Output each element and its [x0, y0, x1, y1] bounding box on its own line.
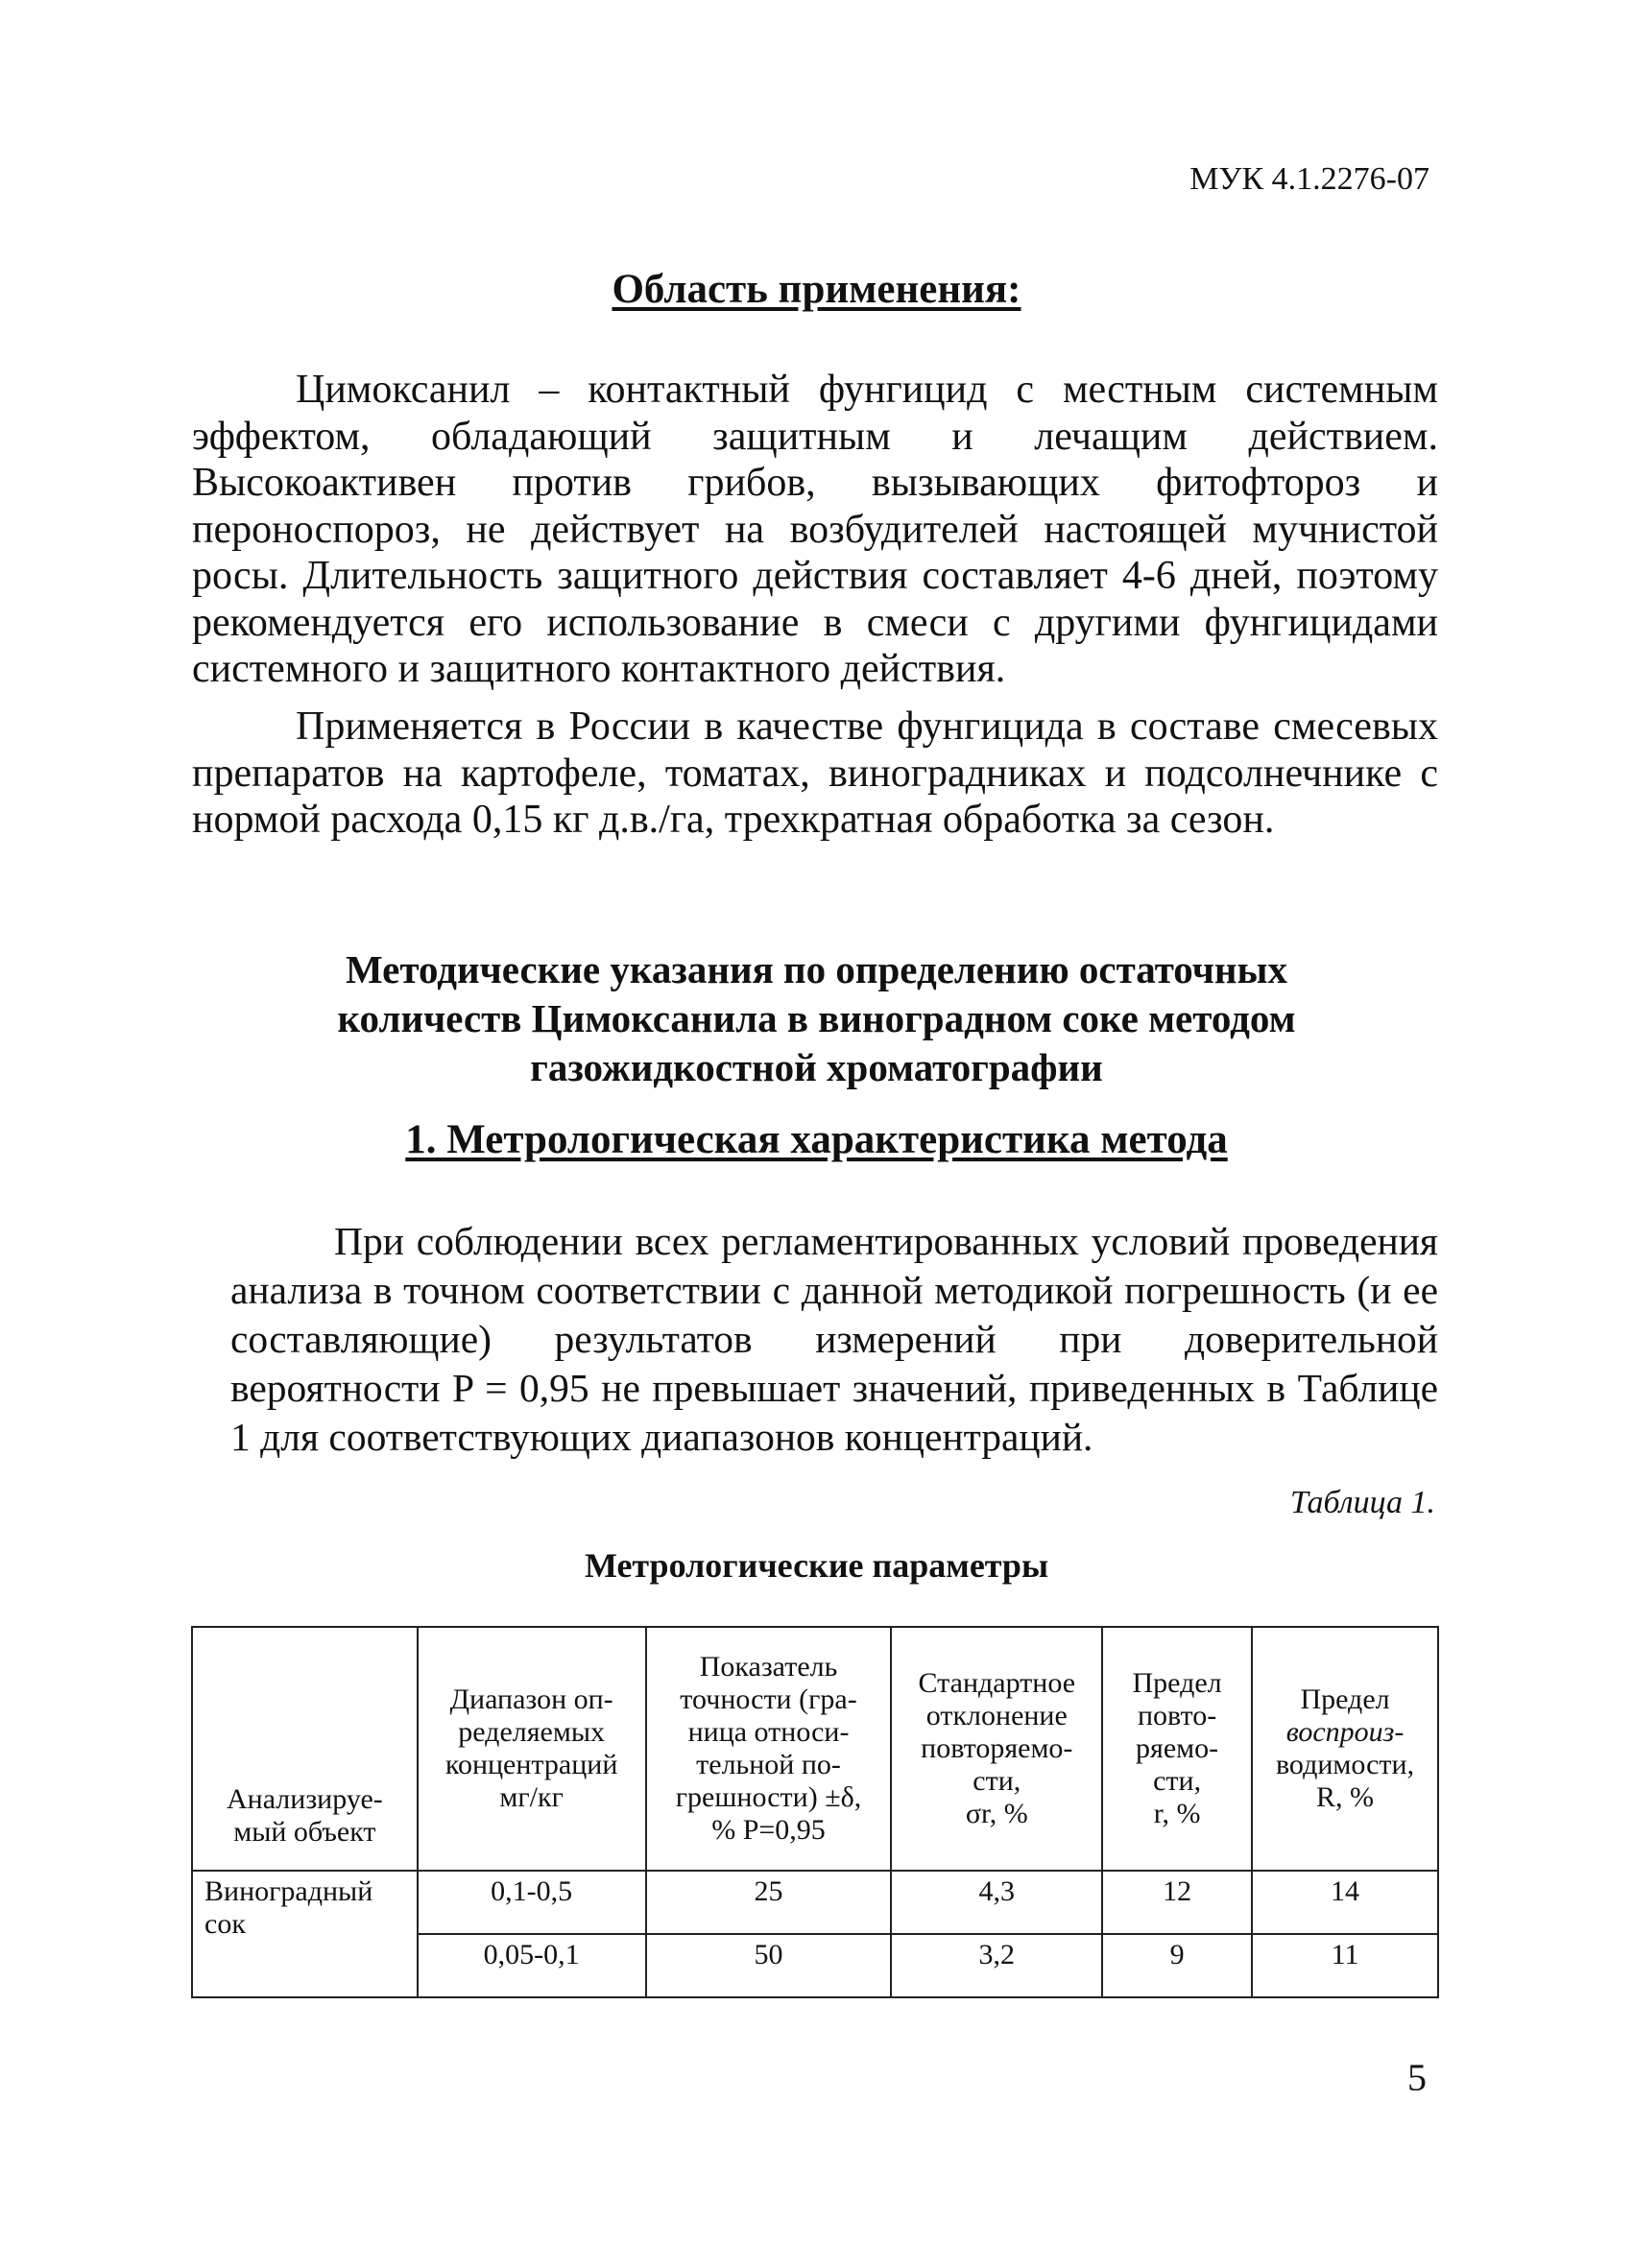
page-number: 5 — [1407, 2056, 1427, 2099]
table-row — [192, 1871, 1438, 1934]
header-range: Диапазон оп- ределяемых концентраций мг/кг — [418, 1627, 646, 1871]
header-reproducibility-limit: Предел воспроиз- водимости, R, % — [1252, 1627, 1438, 1871]
section-1-heading: 1. Метрологическая характеристика метода — [405, 1117, 1228, 1162]
cell-sd: 4,3 — [891, 1871, 1102, 1934]
table-title: Метрологические параметры — [584, 1546, 1049, 1585]
cell-reproduce: 11 — [1252, 1934, 1438, 1997]
section-1-paragraph: При соблюдении всех регламентированных условий проведения анализа в точном соответствии с данной методикой погрешность (и ее составляющие) результатов измерений при доверительной вероятности P = 0,95 не превышает значений, приведенных в Таблице 1 для соответствующих диапазонов концентраций. — [230, 1219, 1438, 1459]
document-code: МУК 4.1.2276-07 — [1189, 161, 1429, 197]
scope-heading: Область применения: — [612, 267, 1021, 312]
table-caption: Таблица 1. — [1289, 1485, 1435, 1520]
header-accuracy: Показатель точности (гра- ница относи- тельной по- грешности) ±δ, % P=0,95 — [646, 1627, 892, 1871]
scope-paragraph-2: Применяется в России в качестве фунгицида в составе смесевых препаратов на картофеле, томатах, виноградниках и подсолнечнике с нормой расхода 0,15 кг д.в./га, трехкратная обработка за сезон. — [192, 704, 1438, 842]
cell-accuracy: 50 — [646, 1934, 892, 1997]
cell-reproduce: 14 — [1252, 1871, 1438, 1934]
cell-range: 0,05-0,1 — [418, 1934, 646, 1997]
cell-sd: 3,2 — [891, 1934, 1102, 1997]
method-title-line: газожидкостной хроматографии — [530, 1045, 1103, 1089]
method-title — [0, 945, 1633, 1092]
cell-object: Виноградный сок — [192, 1871, 418, 1997]
cell-repeat: 12 — [1102, 1871, 1252, 1934]
scope-paragraph-1: Цимоксанил – контактный фунгицид с местным системным эффектом, обладающий защитным и лечащим действием. Высокоактивен против грибов, вызывающих фитофтороз и пероноспороз, не действует на возбудителей настоящей мучнистой росы. Длительность защитного действия составляет 4-6 дней, поэтому рекомендуется его использование в смеси с другими фунгицидами системного и защитного контактного действия. — [192, 368, 1438, 691]
method-title-line: Методические указания по определению остаточных — [346, 947, 1287, 991]
header-object: Анализируе- мый объект — [192, 1627, 418, 1871]
cell-accuracy: 25 — [646, 1871, 892, 1934]
cell-range: 0,1-0,5 — [418, 1871, 646, 1934]
table-header-row — [192, 1627, 1438, 1871]
header-repeatability-limit: Предел повто- ряемо- сти, r, % — [1102, 1627, 1252, 1871]
metrology-table — [191, 1626, 1439, 1998]
header-standard-deviation: Стандартное отклонение повторяемо- сти, σr, % — [891, 1627, 1102, 1871]
cell-repeat: 9 — [1102, 1934, 1252, 1997]
method-title-line: количеств Цимоксанила в виноградном соке методом — [337, 996, 1296, 1040]
